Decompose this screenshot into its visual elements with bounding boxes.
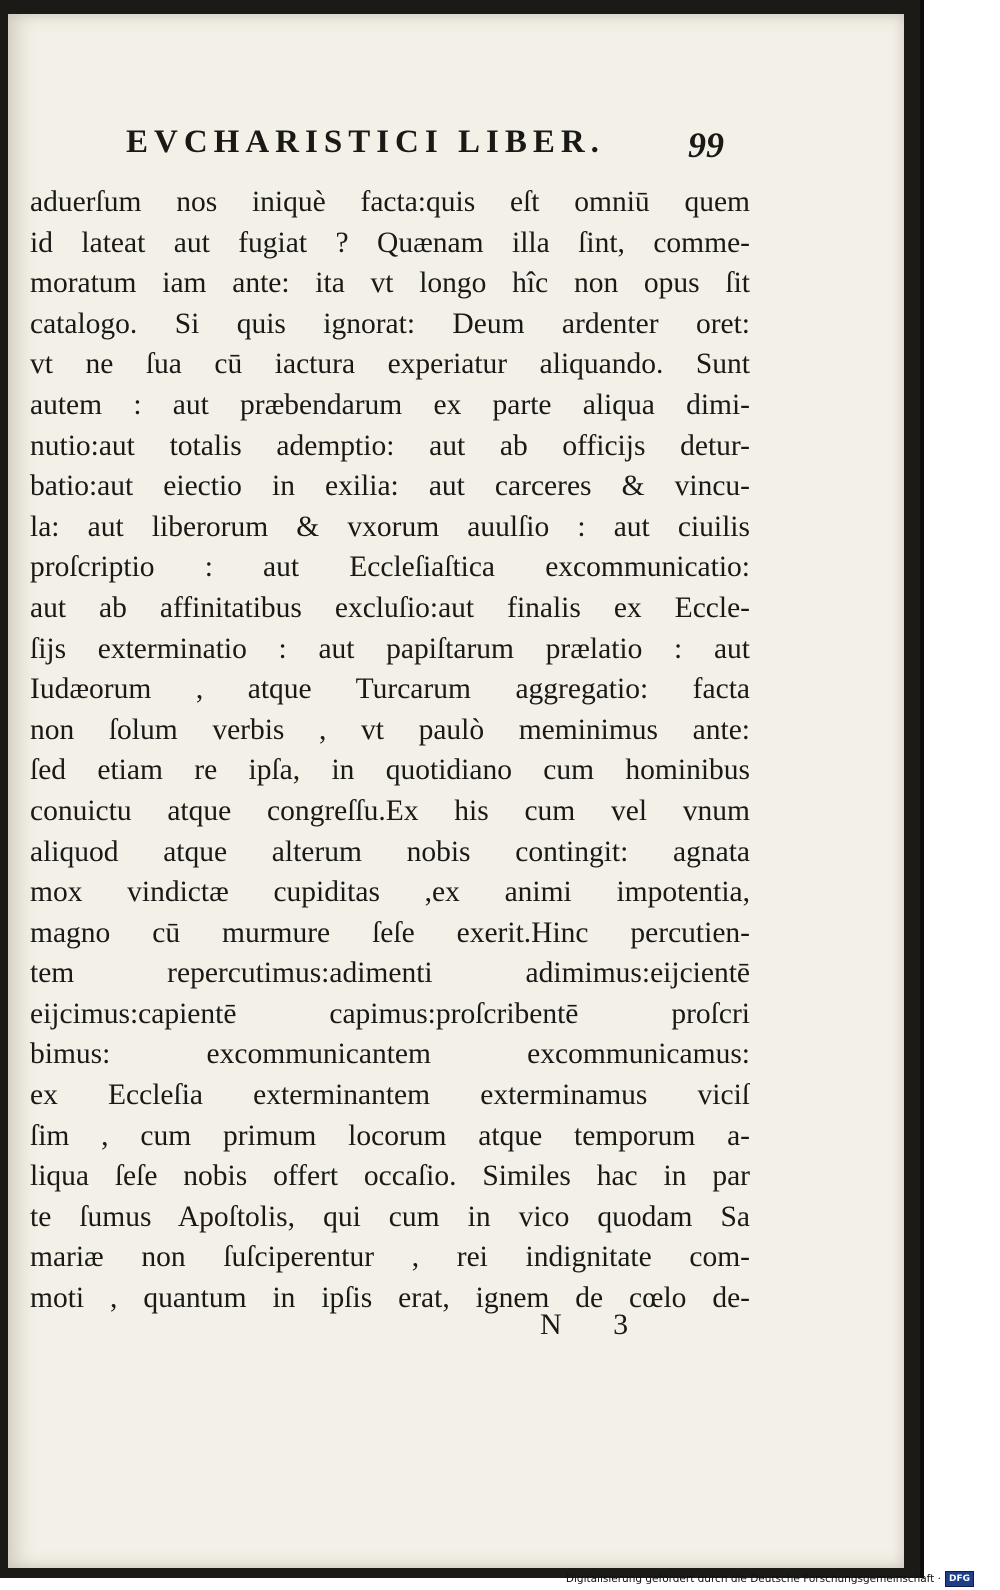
text-line: ſijs exterminatio : aut papiſtarum prælatio : aut bbox=[30, 632, 750, 665]
running-title: EVCHARISTICI LIBER. bbox=[126, 124, 605, 160]
text-line: conuictu atque congreſſu.Ex his cum vel vnum bbox=[30, 794, 750, 827]
text-line: nutio:aut totalis ademptio: aut ab officijs detur- bbox=[30, 429, 750, 462]
text-line: eijcimus:capientē capimus:proſcribentē proſcri bbox=[30, 997, 750, 1030]
text-line: magno cū murmure ſeſe exerit.Hinc percutien- bbox=[30, 916, 750, 949]
dfg-logo: DFG bbox=[945, 1571, 974, 1587]
text-line: ex Eccleſia exterminantem exterminamus viciſ bbox=[30, 1079, 750, 1112]
text-line: mox vindictæ cupiditas ,ex animi impotentia, bbox=[30, 876, 750, 909]
text-line: non ſolum verbis , vt paulò meminimus ante: bbox=[30, 713, 750, 746]
text-line: bimus: excommunicantem excommunicamus: bbox=[30, 1038, 750, 1071]
running-head bbox=[88, 122, 748, 172]
text-line: tem repercutimus:adimenti adimimus:eijcientē bbox=[30, 957, 750, 990]
text-line: ſed etiam re ipſa, in quotidiano cum hominibus bbox=[30, 754, 750, 787]
paper-page bbox=[8, 14, 904, 1568]
text-line: ſim , cum primum locorum atque temporum a- bbox=[30, 1119, 750, 1152]
text-line: proſcriptio : aut Eccleſiaſtica excommunicatio: bbox=[30, 551, 750, 584]
text-line: te ſumus Apoſtolis, qui cum in vico quodam Sa bbox=[30, 1200, 750, 1233]
text-line: mariæ non ſuſciperentur , rei indignitate com- bbox=[30, 1241, 750, 1274]
text-line: aduerſum nos iniquè facta:quis eſt omniū quem bbox=[30, 186, 750, 218]
text-line: autem : aut præbendarum ex parte aliqua dimi- bbox=[30, 388, 750, 421]
text-line: Iudæorum , atque Turcarum aggregatio: facta bbox=[30, 673, 750, 706]
page-number: 99 bbox=[688, 125, 724, 165]
text-line: catalogo. Si quis ignorat: Deum ardenter oret: bbox=[30, 307, 750, 340]
text-line: moratum iam ante: ita vt longo hîc non opus ſit bbox=[30, 267, 750, 300]
text-line: batio:aut eiectio in exilia: aut carceres & vincu- bbox=[30, 470, 750, 503]
credit-text: Digitalisierung gefördert durch die Deutsche Forschungsgemeinschaft · bbox=[565, 1573, 941, 1585]
digitization-credit bbox=[566, 1571, 974, 1587]
text-line: aliquod atque alterum nobis contingit: agnata bbox=[30, 835, 750, 868]
text-line: la: aut liberorum & vxorum auulſio : aut ciuilis bbox=[30, 510, 750, 543]
text-line: moti , quantum in ipſis erat, ignem de cœlo de- bbox=[30, 1282, 750, 1315]
text-line: vt ne ſua cū iactura experiatur aliquando. Sunt bbox=[30, 348, 750, 381]
text-line: id lateat aut fugiat ? Quænam illa ſint, comme- bbox=[30, 226, 750, 259]
signature-mark: N 3 bbox=[540, 1308, 651, 1341]
text-line: aut ab affinitatibus excluſio:aut finalis ex Eccle- bbox=[30, 591, 750, 624]
body-text bbox=[30, 182, 750, 1319]
text-line: liqua ſeſe nobis offert occaſio. Similes hac in par bbox=[30, 1160, 750, 1193]
